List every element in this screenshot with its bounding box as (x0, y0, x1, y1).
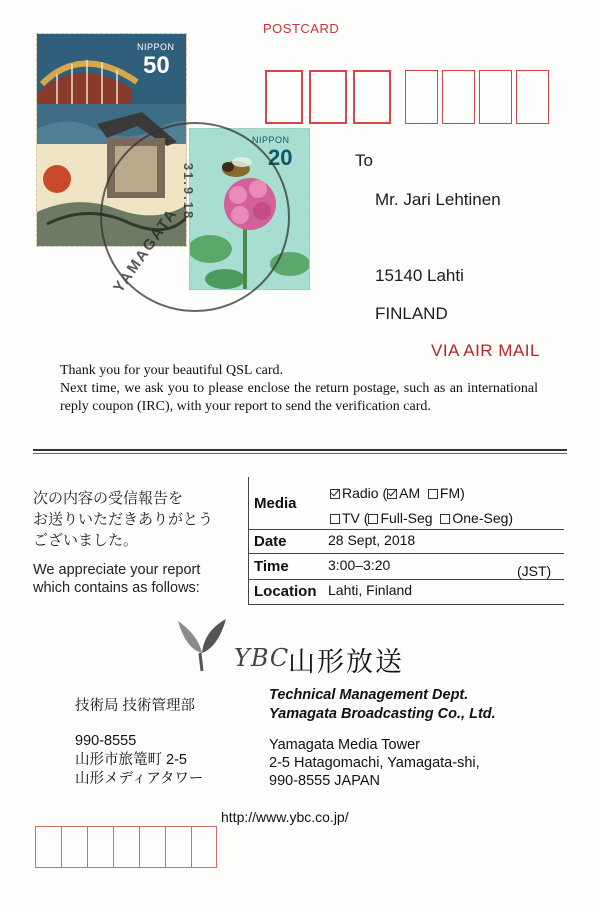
sender-address-en (269, 736, 480, 790)
ybc-logo-text: YBC (234, 644, 290, 672)
stamp-value: 50 (143, 52, 170, 79)
radio-checkbox (330, 489, 340, 499)
address-jp-line: 山形メディアタワー (75, 771, 204, 787)
location-label: Location (254, 583, 317, 600)
thanks-en-line: We appreciate your report (33, 562, 201, 578)
recipient-postal-city: 15140 Lahti (375, 266, 464, 285)
stamp-value: 20 (268, 145, 293, 170)
thanks-en-line: which contains as follows: (33, 580, 200, 596)
address-jp-line: 山形市旅篭町 2-5 (75, 752, 187, 768)
grid-cell (113, 826, 139, 868)
postal-code-box (442, 70, 475, 124)
oneseg-label: One-Seg) (452, 510, 514, 526)
radio-label: Radio ( (342, 485, 388, 501)
fm-label: FM) (439, 485, 465, 501)
report-row-divider (248, 604, 564, 605)
report-row-divider (248, 529, 564, 530)
media-radio-row (330, 485, 465, 501)
date-value: 28 Sept, 2018 (328, 532, 416, 548)
postal-code-box (405, 70, 438, 124)
postal-code-box (309, 70, 347, 124)
grid-cell (139, 826, 165, 868)
message-line: Thank you for your beautiful QSL card. (60, 363, 284, 378)
time-label: Time (254, 558, 289, 575)
time-value: 3:00–3:20 (328, 557, 391, 573)
address-en-line: 990-8555 JAPAN (269, 773, 380, 789)
stamp-country: NIPPON (137, 42, 175, 52)
to-label: To (355, 151, 373, 170)
media-label: Media (254, 495, 297, 512)
postal-code-box (479, 70, 512, 124)
ybc-logo-mark (172, 613, 232, 673)
department-en-line: Yamagata Broadcasting Co., Ltd. (269, 706, 496, 722)
fullseg-checkbox (368, 514, 378, 524)
time-zone: (JST) (517, 563, 552, 579)
postal-code-boxes (265, 70, 553, 124)
am-label: AM (399, 485, 421, 501)
address-jp-line: 990-8555 (75, 733, 137, 749)
thanks-japanese (33, 488, 213, 551)
sender-address-jp (75, 732, 203, 789)
divider (33, 449, 567, 451)
thanks-jp-line: お送りいただきありがとう (33, 511, 214, 528)
fullseg-label: Full-Seg (380, 510, 433, 526)
address-en-line: 2-5 Hatagomachi, Yamagata-shi, (269, 755, 480, 771)
message-line: Next time, we ask you to please enclose the return postage, such as an international reply coupon (IRC), with your report to send the verification card. (60, 381, 538, 414)
sender-postal-grid (35, 826, 217, 868)
message-text (60, 362, 538, 416)
postal-code-box (353, 70, 391, 124)
address-en-line: Yamagata Media Tower (269, 737, 420, 753)
oneseg-checkbox (440, 514, 450, 524)
grid-cell (61, 826, 87, 868)
department-jp: 技術局 技術管理部 (75, 698, 196, 714)
postmark-date: 31.9.18 (181, 162, 197, 221)
thanks-jp-line: 次の内容の受信報告を (33, 490, 184, 507)
report-table-border (248, 477, 249, 605)
postmark-text: YAMAGATA (110, 205, 181, 296)
tv-label: TV ( (342, 510, 369, 526)
thanks-jp-line: ございました。 (33, 532, 139, 549)
am-checkbox (387, 489, 397, 499)
tv-checkbox (330, 514, 340, 524)
report-row-divider (248, 579, 564, 580)
department-en-line: Technical Management Dept. (269, 687, 469, 703)
thanks-english (33, 561, 200, 597)
postcard-label: POSTCARD (263, 21, 340, 36)
fm-checkbox (428, 489, 438, 499)
stamp-country: NIPPON (252, 135, 290, 145)
postmark (100, 122, 293, 312)
recipient-name: Mr. Jari Lehtinen (375, 190, 501, 209)
air-mail-label: VIA AIR MAIL (431, 341, 540, 360)
recipient-country: FINLAND (375, 304, 448, 323)
date-label: Date (254, 533, 287, 550)
postal-code-box (265, 70, 303, 124)
grid-cell (165, 826, 191, 868)
station-name-jp: 山形放送 (288, 647, 404, 677)
report-row-divider (248, 553, 564, 554)
media-tv-row (330, 510, 513, 526)
grid-cell (87, 826, 113, 868)
department-en (269, 686, 496, 724)
divider (33, 453, 567, 454)
website-url: http://www.ybc.co.jp/ (221, 809, 349, 825)
grid-cell (35, 826, 61, 868)
location-value: Lahti, Finland (328, 582, 413, 598)
postal-code-box (516, 70, 549, 124)
grid-cell (191, 826, 217, 868)
